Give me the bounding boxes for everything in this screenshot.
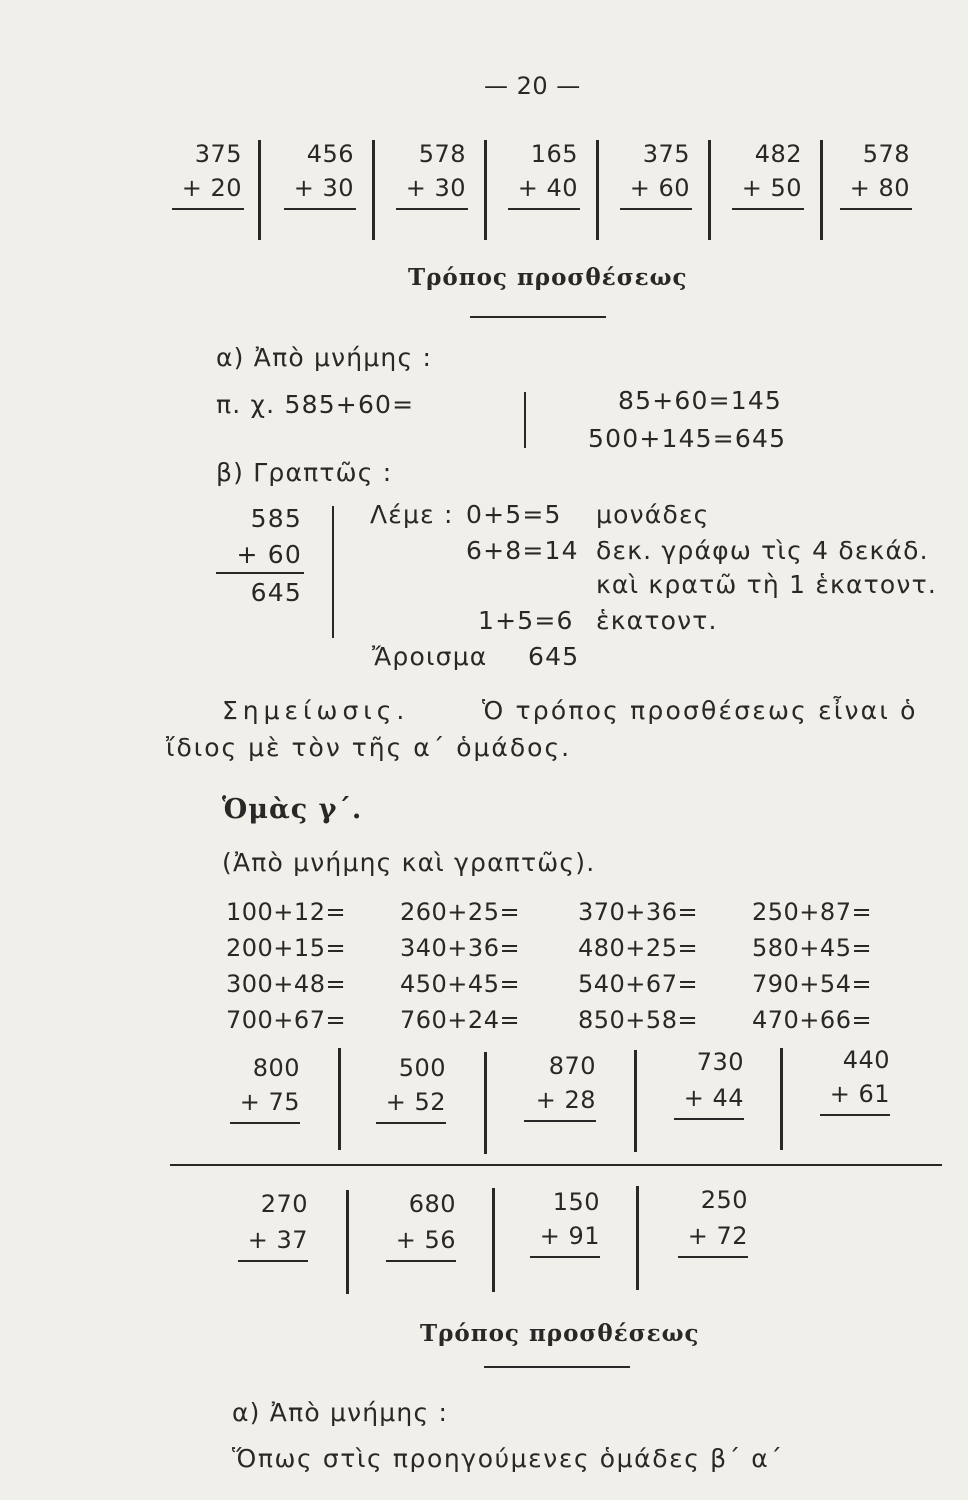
addend-top: 165 xyxy=(530,140,578,168)
heading-underline xyxy=(484,1366,630,1368)
heading-underline xyxy=(470,316,606,318)
column-divider xyxy=(338,1048,341,1150)
exercise: 450+45= xyxy=(400,970,521,998)
addend-bottom: + 40 xyxy=(517,174,578,202)
addend-bottom: + 80 xyxy=(849,174,910,202)
column-divider xyxy=(346,1190,349,1294)
addend-top: 150 xyxy=(552,1188,600,1216)
addend-top: 440 xyxy=(842,1046,890,1074)
sum-line xyxy=(524,1120,596,1122)
sum-line xyxy=(386,1260,456,1262)
closing-text: Ὅπως στὶς προηγούμενες ὁμάδες β΄ α΄ xyxy=(232,1444,784,1473)
column-divider xyxy=(484,1052,487,1154)
exercise: 100+12= xyxy=(226,898,347,926)
addend-bottom: + 61 xyxy=(829,1080,890,1108)
addend-bottom: + 37 xyxy=(247,1226,308,1254)
sum-label: Ἄροισμα xyxy=(372,642,488,671)
sum-line xyxy=(230,1122,300,1124)
sum-value: 645 xyxy=(528,642,580,671)
addend-top: 578 xyxy=(418,140,466,168)
note-text-2: ἴδιος μὲ τὸν τῆς α΄ ὁμάδος. xyxy=(166,733,572,762)
sum-line xyxy=(840,208,912,210)
page-number: — 20 — xyxy=(484,72,581,100)
note-label: Σημείωσις. xyxy=(222,696,410,725)
exercise: 790+54= xyxy=(752,970,873,998)
explain-word-3: καὶ κρατῶ τὴ 1 ἑκατοντ. xyxy=(596,570,937,599)
sum-line xyxy=(678,1256,748,1258)
section-heading: Τρόπος προσθέσεως xyxy=(408,264,688,291)
written-top: 585 xyxy=(250,504,302,533)
addend-bottom: + 30 xyxy=(405,174,466,202)
addend-bottom: + 56 xyxy=(395,1226,456,1254)
exercise: 760+24= xyxy=(400,1006,521,1034)
sum-line xyxy=(620,208,692,210)
addend-bottom: + 60 xyxy=(629,174,690,202)
exercise: 480+25= xyxy=(578,934,699,962)
exercise: 200+15= xyxy=(226,934,347,962)
sum-line xyxy=(732,208,804,210)
explain-word-4: ἑκατοντ. xyxy=(596,606,718,635)
addend-bottom: + 75 xyxy=(239,1088,300,1116)
exercise: 260+25= xyxy=(400,898,521,926)
exercise: 850+58= xyxy=(578,1006,699,1034)
sum-line xyxy=(530,1256,600,1258)
group-title: Ὁμὰς γ΄. xyxy=(222,794,363,825)
addend-top: 800 xyxy=(252,1054,300,1082)
addend-bottom: + 20 xyxy=(181,174,242,202)
addend-bottom: + 50 xyxy=(741,174,802,202)
column-divider xyxy=(484,140,487,240)
explain-calc-1: 0+5=5 xyxy=(466,500,562,529)
example-step-1: 85+60=145 xyxy=(618,386,783,415)
explain-calc-4: 1+5=6 xyxy=(478,606,574,635)
exercise: 370+36= xyxy=(578,898,699,926)
column-divider xyxy=(492,1188,495,1292)
column-divider xyxy=(636,1186,639,1290)
explain-calc-2: 6+8=14 xyxy=(466,536,579,565)
sum-line xyxy=(820,1114,890,1116)
addend-top: 375 xyxy=(642,140,690,168)
addend-bottom: + 91 xyxy=(539,1222,600,1250)
addend-top: 250 xyxy=(700,1186,748,1214)
exercise: 540+67= xyxy=(578,970,699,998)
example-left: π. χ. 585+60= xyxy=(216,390,415,419)
method-a-label: α) Ἀπὸ μνήμης : xyxy=(232,1398,449,1427)
example-divider xyxy=(524,392,526,448)
addend-top: 500 xyxy=(398,1054,446,1082)
sum-line xyxy=(376,1122,446,1124)
exercise: 250+87= xyxy=(752,898,873,926)
addend-bottom: + 30 xyxy=(293,174,354,202)
section-separator xyxy=(170,1164,942,1166)
column-divider xyxy=(634,1050,637,1152)
written-result: 645 xyxy=(250,578,302,607)
sum-line xyxy=(284,208,356,210)
exercise: 700+67= xyxy=(226,1006,347,1034)
addend-bottom: + 44 xyxy=(683,1084,744,1112)
addend-top: 482 xyxy=(754,140,802,168)
explain-word-1: μονάδες xyxy=(596,500,710,529)
sum-line xyxy=(172,208,244,210)
addend-bottom: + 72 xyxy=(687,1222,748,1250)
addend-top: 680 xyxy=(408,1190,456,1218)
addend-bottom: + 52 xyxy=(385,1088,446,1116)
addend-top: 730 xyxy=(696,1048,744,1076)
example-step-2: 500+145=645 xyxy=(588,424,787,453)
sum-line xyxy=(396,208,468,210)
exercise: 340+36= xyxy=(400,934,521,962)
column-divider xyxy=(820,140,823,240)
addend-top: 578 xyxy=(862,140,910,168)
explain-divider xyxy=(332,506,334,638)
column-divider xyxy=(596,140,599,240)
method-a-label: α) Ἀπὸ μνήμης : xyxy=(216,343,433,372)
column-divider xyxy=(258,140,261,240)
sum-line xyxy=(238,1260,308,1262)
column-divider xyxy=(780,1048,783,1150)
exercise: 580+45= xyxy=(752,934,873,962)
addend-bottom: + 28 xyxy=(535,1086,596,1114)
addend-top: 870 xyxy=(548,1052,596,1080)
method-b-label: β) Γραπτῶς : xyxy=(216,458,393,487)
explain-word-2: δεκ. γράφω τὶς 4 δεκάδ. xyxy=(596,536,929,565)
written-addend: + 60 xyxy=(236,540,302,569)
group-subtitle: (Ἀπὸ μνήμης καὶ γραπτῶς). xyxy=(222,848,596,877)
sum-line xyxy=(508,208,580,210)
sum-line xyxy=(216,572,304,574)
section-heading: Τρόπος προσθέσεως xyxy=(420,1320,700,1347)
addend-top: 456 xyxy=(306,140,354,168)
exercise: 300+48= xyxy=(226,970,347,998)
column-divider xyxy=(708,140,711,240)
note-text-1: Ὁ τρόπος προσθέσεως εἶναι ὁ xyxy=(482,696,918,725)
column-divider xyxy=(372,140,375,240)
exercise: 470+66= xyxy=(752,1006,873,1034)
explain-leme: Λέμε : xyxy=(370,500,454,529)
addend-top: 270 xyxy=(260,1190,308,1218)
sum-line xyxy=(674,1118,744,1120)
addend-top: 375 xyxy=(194,140,242,168)
